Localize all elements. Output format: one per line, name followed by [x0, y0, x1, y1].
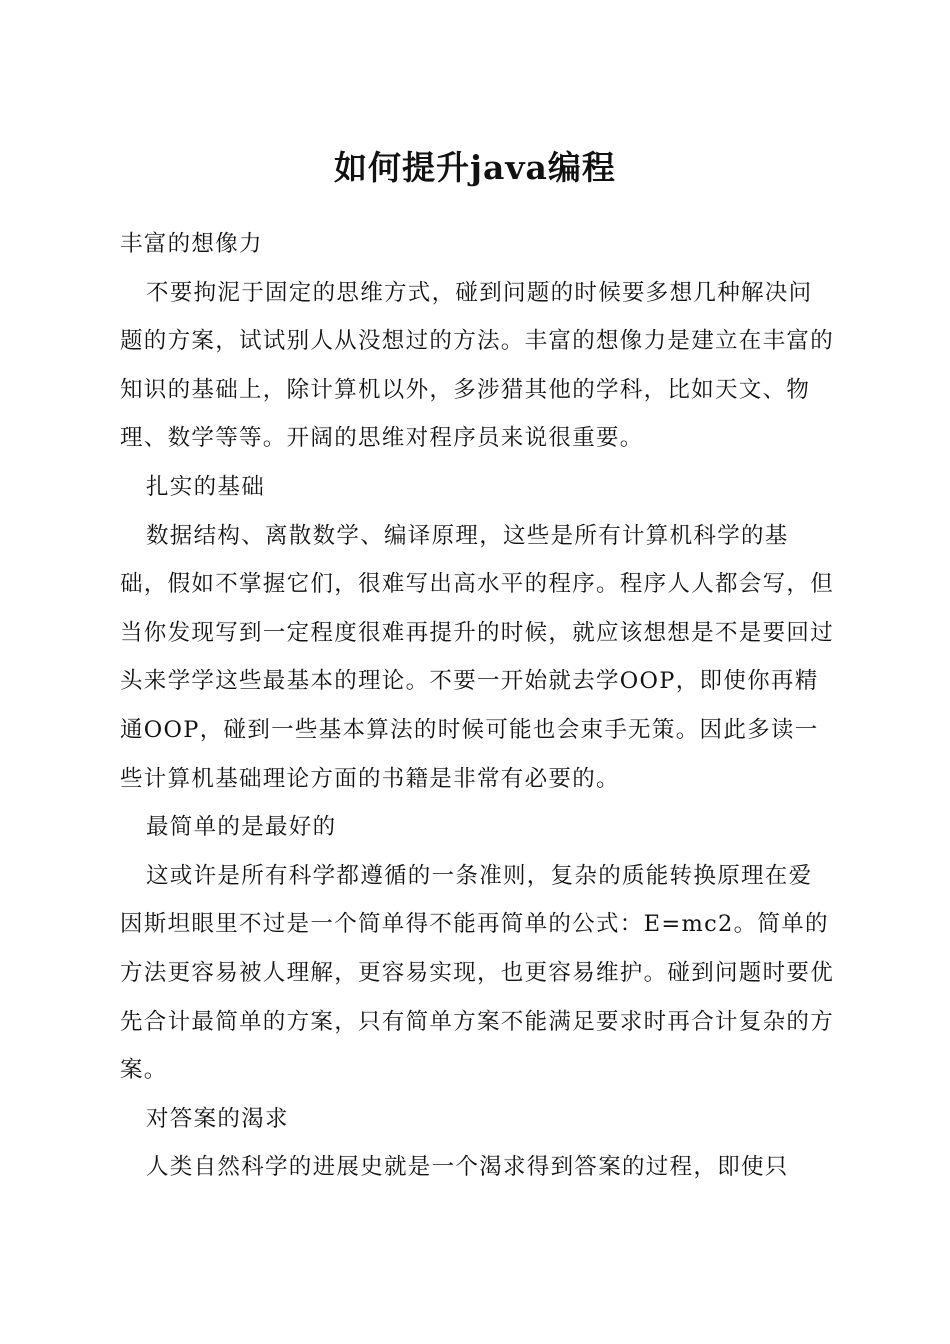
document-title: 如何提升java编程: [334, 148, 616, 187]
paragraph-answers: 人类自然科学的进展史就是一个渴求得到答案的过程，即使只: [146, 1154, 789, 1181]
section-heading-imagination: 丰富的想像力: [120, 231, 263, 257]
paragraph-simplicity: 这或许是所有科学都遵循的一条准则，复杂的质能转换原理在爱因斯坦眼里不过是一个简单得不能再简单的公式：E=mc2。简单的方法更容易被人理解，更容易实现，也更容易维护。碰到问题时要优先合计最简单的方案，只有简单方案不能满足要求时再合计复杂的方案。: [120, 862, 835, 1084]
paragraph-foundation: 数据结构、离散数学、编译原理，这些是所有计算机科学的基础，假如不掌握它们，很难写出高水平的程序。程序人人都会写，但当你发现写到一定程度很难再提升的时候，就应该想想是不是要回过头来学学这些最基本的理论。不要一开始就去学OOP，即使你再精通OOP，碰到一些基本算法的时候可能也会束手无策。因此多读一些计算机基础理论方面的书籍是非常有必要的。: [120, 522, 835, 792]
section-heading-answers: 对答案的渴求: [146, 1105, 289, 1132]
paragraph-imagination: 不要拘泥于固定的思维方式，碰到问题的时候要多想几种解决问题的方案，试试别人从没想过的方法。丰富的想像力是建立在丰富的知识的基础上，除计算机以外，多涉猎其他的学科，比如天文、物理、数学等等。开阔的思维对程序员来说很重要。: [120, 279, 835, 452]
section-heading-simplicity: 最简单的是最好的: [146, 814, 337, 841]
document-body: [120, 220, 835, 1192]
section-heading-foundation: 扎实的基础: [146, 473, 266, 500]
